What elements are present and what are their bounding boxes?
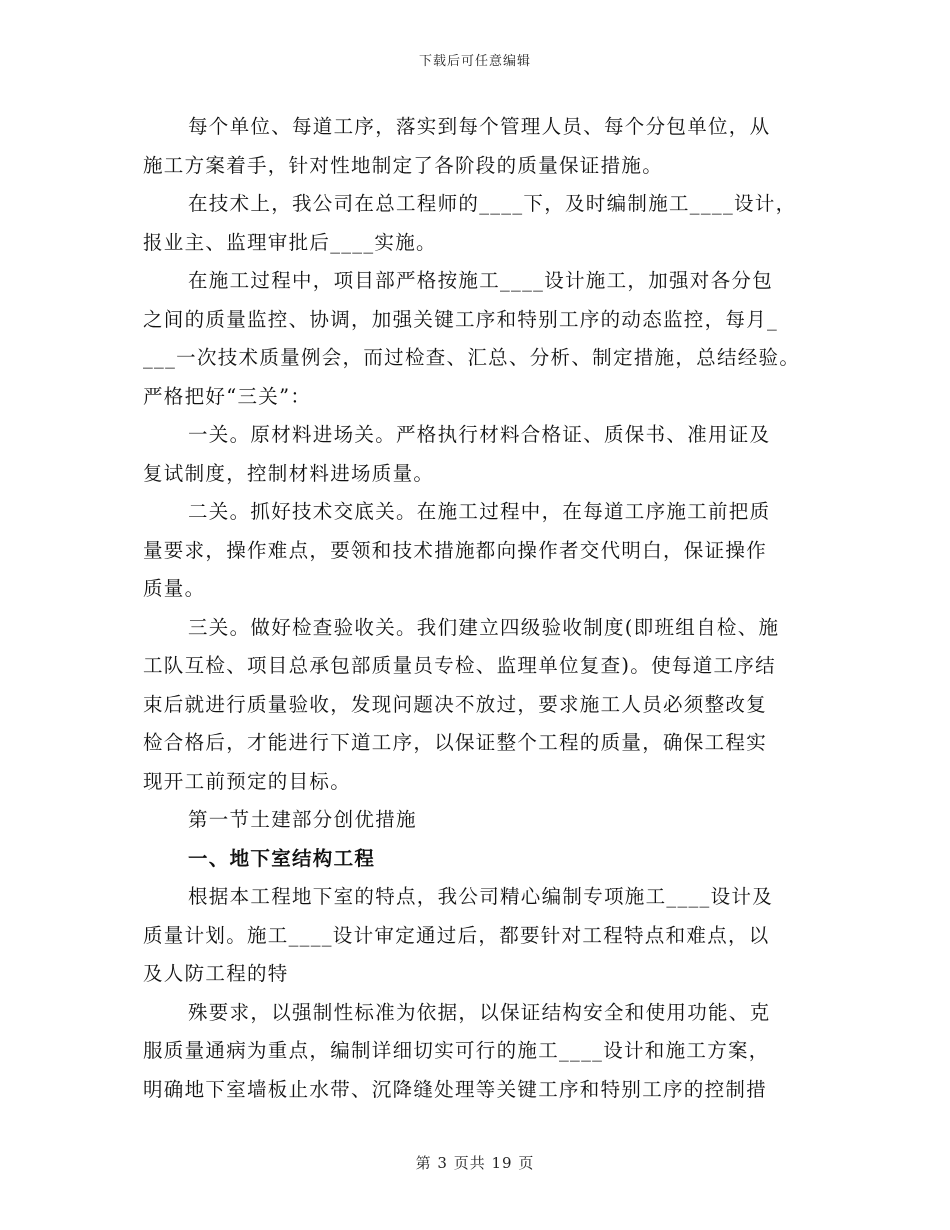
text-line: 一关。原材料进场关。严格执行材料合格证、质保书、准用证及 xyxy=(188,423,771,446)
text-line: 工队互检、项目总承包部质量员专检、监理单位复查)。使每道工序结 xyxy=(143,654,776,677)
text-line: 严格把好“三关”： xyxy=(143,384,312,408)
section-heading: 一、地下室结构工程 xyxy=(188,846,376,870)
text-line: 在施工过程中，项目部严格按施工____设计施工，加强对各分包 xyxy=(188,269,774,292)
text-line: 根据本工程地下室的特点，我公司精心编制专项施工____设计及 xyxy=(188,885,774,908)
text-line: 质量计划。施工____设计审定通过后，都要针对工程特点和难点，以 xyxy=(143,923,770,947)
text-line: 殊要求，以强制性标准为依据，以保证结构安全和使用功能、克 xyxy=(188,1000,771,1024)
text-line: 报业主、监理审批后____实施。 xyxy=(143,230,437,254)
text-line: 束后就进行质量验收，发现问题决不放过，要求施工人员必须整改复 xyxy=(143,692,768,716)
text-line: 三关。做好检查验收关。我们建立四级验收制度(即班组自检、施 xyxy=(188,615,780,639)
text-line: 明确地下室墙板止水带、沉降缝处理等关键工序和特别工序的控制措 xyxy=(143,1077,768,1101)
text-line: 施工方案着手，针对性地制定了各阶段的质量保证措施。 xyxy=(143,153,664,177)
page-header: 下载后可任意编辑 xyxy=(418,54,531,69)
document-body xyxy=(143,108,823,1109)
text-line: 量要求，操作难点，要领和技术措施都向操作者交代明白，保证操作 xyxy=(143,538,768,562)
text-line: 检合格后，才能进行下道工序，以保证整个工程的质量，确保工程实 xyxy=(143,731,768,754)
text-line: 第一节土建部分创优措施 xyxy=(188,808,417,831)
text-line: ___一次技术质量例会，而过检查、汇总、分析、制定措施，总结经验。 xyxy=(143,346,801,369)
page-footer: 第 3 页共 19 页 xyxy=(415,1154,535,1172)
text-line: 二关。抓好技术交底关。在施工过程中，在每道工序施工前把质 xyxy=(188,500,771,523)
text-line: 及人防工程的特 xyxy=(143,962,289,985)
text-line: 复试制度，控制材料进场质量。 xyxy=(143,461,435,485)
text-line: 质量。 xyxy=(143,577,206,600)
text-line: 在技术上，我公司在总工程师的____下，及时编制施工____设计， xyxy=(188,192,797,215)
text-line: 每个单位、每道工序，落实到每个管理人员、每个分包单位，从 xyxy=(188,115,771,138)
text-line: 服质量通病为重点，编制详细切实可行的施工____设计和施工方案， xyxy=(143,1039,770,1062)
text-line: 现开工前预定的目标。 xyxy=(143,769,352,793)
text-line: 之间的质量监控、协调，加强关键工序和特别工序的动态监控，每月_ xyxy=(143,307,779,331)
